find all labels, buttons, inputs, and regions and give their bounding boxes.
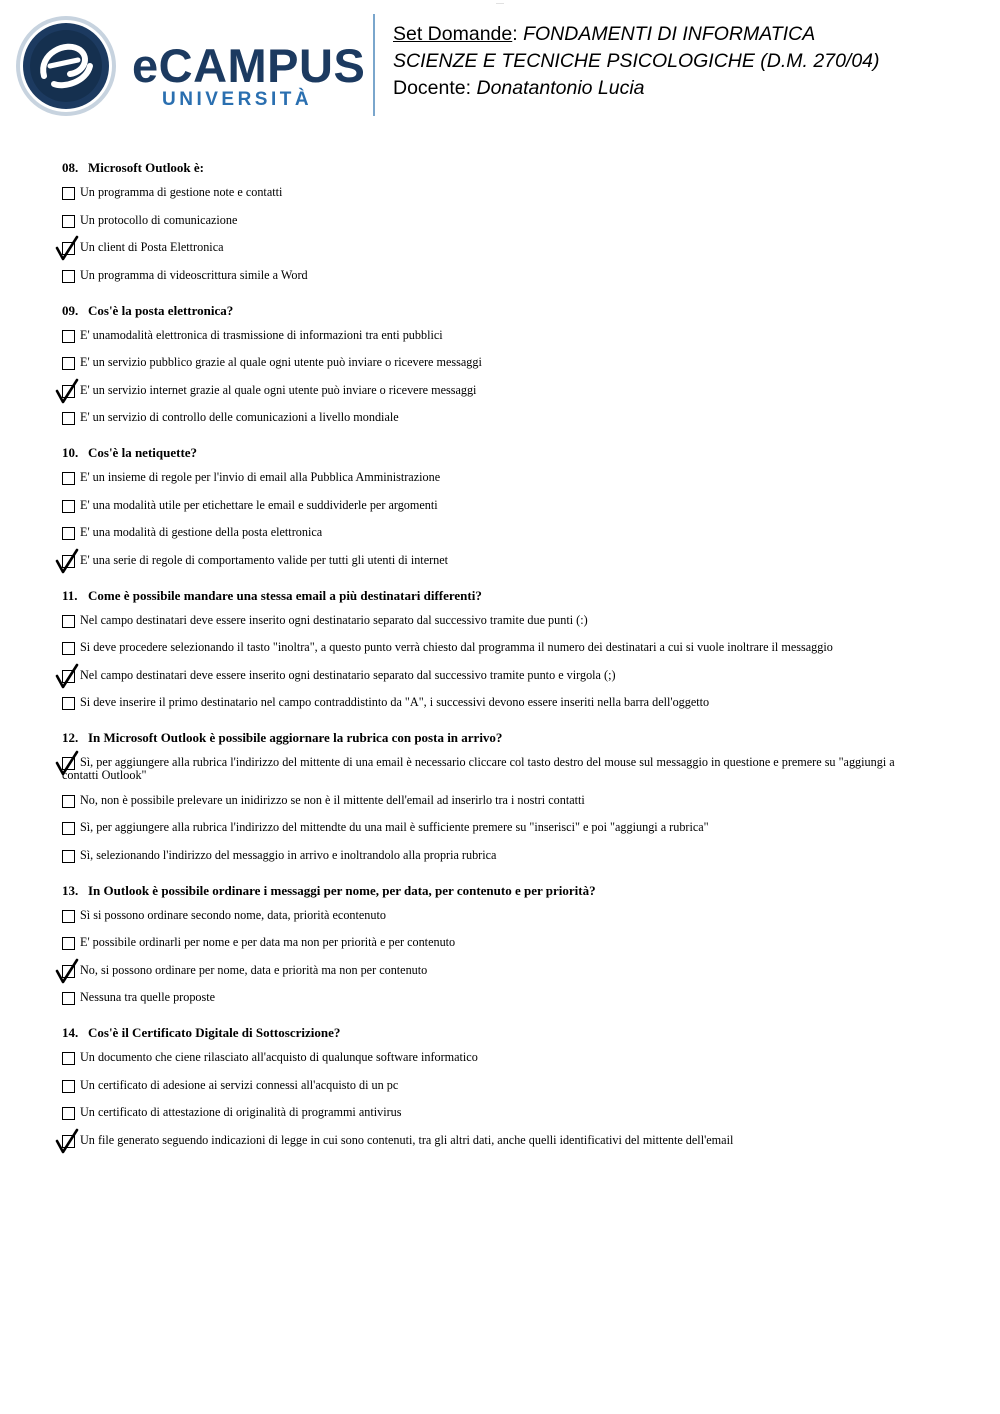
answer-option[interactable] [62,356,932,372]
checkbox[interactable] [62,472,75,485]
question-number: 08. [62,160,79,175]
answer-text: Un programma di videoscrittura simile a Word [80,267,308,282]
answer-option[interactable] [62,384,932,400]
answer-text: E' unamodalità elettronica di trasmissione di informazioni tra enti pubblici [80,327,443,342]
question-12 [62,730,932,865]
brand-name: eCAMPUS [132,39,366,92]
question-text: Come è possibile mandare una stessa email a più destinatari differenti? [88,587,482,603]
checkmark-icon [54,750,80,776]
answer-text: Nel campo destinatari deve essere inserito ogni destinatario separato dal successivo tramite punto e virgola (;) [80,667,616,682]
answer-option[interactable] [62,794,932,810]
checkbox[interactable] [62,697,75,710]
answer-text: E' un servizio pubblico grazie al quale ogni utente può inviare o ricevere messaggi [80,355,482,369]
checkmark-icon [54,663,80,689]
teacher-name: Donatantonio Lucia [476,77,645,99]
answer-text: Sì, per aggiungere alla rubrica l'indirizzo del mittente di una email è necessario cliccare col tasto destro del mouse sul messaggio in questione e premere su "aggiungi a contatti Outlook" [62,755,895,782]
answer-option[interactable] [62,214,932,230]
question-text: Cos'è la posta elettronica? [88,302,234,318]
answer-text: Un client di Posta Elettronica [80,240,224,254]
university-seal-icon [14,14,118,118]
answer-option[interactable] [62,1106,932,1122]
question-number: 11. [62,587,78,603]
question-title [62,303,932,319]
answer-text: Un documento che ciene rilasciato all'acquisto di qualunque software informatico [80,1050,478,1064]
answer-option[interactable] [62,849,932,865]
answer-option[interactable] [62,821,932,837]
question-text: Cos'è la netiquette? [88,445,198,460]
question-11 [62,588,932,713]
document-header [393,21,880,102]
answer-option[interactable] [62,964,932,980]
question-title [62,1025,932,1041]
checkbox[interactable] [62,215,75,228]
question-list [62,160,932,1168]
answer-option[interactable] [62,909,932,925]
checkbox[interactable] [62,642,75,655]
answer-text: No, si possono ordinare per nome, data e priorità ma non per contenuto [80,962,428,977]
checkbox[interactable] [62,910,75,923]
checked-checkbox[interactable] [62,1135,75,1148]
checkbox[interactable] [62,187,75,200]
answer-option[interactable] [62,186,932,202]
answer-text: Un programma di gestione note e contatti [80,185,283,199]
question-09 [62,303,932,428]
question-10 [62,445,932,570]
answer-text: No, non è possibile prelevare un inidirizzo se non è il mittente dell'email ad inserirlo tra i nostri contatti [80,792,585,807]
answer-option[interactable] [62,499,932,515]
answer-option[interactable] [62,669,932,685]
answer-text: E' possibile ordinarli per nome e per data ma non per priorità e per contenuto [80,935,456,949]
checkbox[interactable] [62,500,75,513]
answer-option[interactable] [62,329,932,345]
answer-option[interactable] [62,696,932,712]
answer-option[interactable] [62,936,932,952]
answer-text: E' un servizio internet grazie al quale ogni utente può inviare o ricevere messaggi [80,382,477,397]
question-title [62,160,932,176]
ecampus-logo [14,14,364,118]
question-text: Cos'è il Certificato Digitale di Sottoscrizione? [88,1025,341,1040]
course-name: FONDAMENTI DI INFORMATICA [523,23,816,45]
answer-option[interactable] [62,756,932,782]
question-text: Microsoft Outlook è: [88,160,205,175]
checkbox[interactable] [62,1107,75,1120]
checkbox[interactable] [62,1080,75,1093]
question-title [62,730,932,746]
header-line-course: Set Domande: FONDAMENTI DI INFORMATICA [393,23,816,45]
checkbox[interactable] [62,615,75,628]
checked-checkbox[interactable] [62,670,75,683]
answer-text: Un certificato di attestazione di originalità di programmi antivirus [80,1105,402,1119]
answer-option[interactable] [62,526,932,542]
question-number: 09. [62,302,79,318]
question-number: 10. [62,445,79,460]
checked-checkbox[interactable] [62,965,75,978]
question-title [62,883,932,899]
checkbox[interactable] [62,412,75,425]
question-08 [62,160,932,285]
answer-option[interactable] [62,269,932,285]
header-line-teacher [393,75,880,102]
checked-checkbox[interactable] [62,385,75,398]
question-14 [62,1025,932,1150]
answer-text: E' un servizio di controllo delle comunicazioni a livello mondiale [80,410,399,424]
answer-text: Nessuna tra quelle proposte [80,990,216,1004]
answer-option[interactable] [62,241,932,257]
question-title [62,588,932,604]
answer-text: E' un insieme di regole per l'invio di email alla Pubblica Amministrazione [80,470,441,484]
answer-option[interactable] [62,1051,932,1067]
checkmark-icon [54,378,80,404]
program-name: SCIENZE E TECNICHE PSICOLOGICHE (D.M. 270/04) [393,50,880,72]
brand-subtitle: UNIVERSITÀ [162,89,313,110]
set-label: Set Domande [393,23,513,45]
checkbox[interactable] [62,330,75,343]
checkbox[interactable] [62,822,75,835]
checkbox[interactable] [62,270,75,283]
answer-option[interactable] [62,991,932,1007]
question-number: 13. [62,882,79,898]
answer-text: Sì, selezionando l'indirizzo del messaggio in arrivo e inoltrandolo alla propria rubrica [80,847,497,862]
answer-text: Si deve procedere selezionando il tasto "inoltra", a questo punto verrà chiesto dal programma il numero dei destinatari a cui si vuole inoltrare il messaggio [80,640,833,654]
answer-text: Si deve inserire il primo destinatario nel campo contraddistinto da "A", i successivi devono essere inseriti nella barra dell'oggetto [80,695,710,709]
answer-option[interactable] [62,1079,932,1095]
checkbox[interactable] [62,992,75,1005]
checkbox[interactable] [62,795,75,808]
checkbox[interactable] [62,937,75,950]
checkbox[interactable] [62,850,75,863]
answer-option[interactable] [62,471,932,487]
page-marker: —— [496,0,504,5]
answer-option[interactable] [62,641,932,657]
checked-checkbox[interactable] [62,242,75,255]
checkmark-icon [54,958,80,984]
answer-text: Sì, per aggiungere alla rubrica l'indirizzo del mittendte du una mail è sufficiente premere su "inserisci" e poi "aggiungi a rubrica" [80,820,709,834]
answer-text: E' una modalità di gestione della posta elettronica [80,525,323,539]
checkmark-icon [54,1128,80,1154]
question-13 [62,883,932,1008]
checkbox[interactable] [62,527,75,540]
answer-text: Nel campo destinatari deve essere inserito ogni destinatario separato dal successivo tramite due punti (:) [80,612,588,627]
answer-text: E' una serie di regole di comportamento valide per tutti gli utenti di internet [80,552,449,567]
checked-checkbox[interactable] [62,555,75,568]
checkmark-icon [54,235,80,261]
checkmark-icon [54,548,80,574]
checked-checkbox[interactable] [62,757,75,770]
answer-option[interactable] [62,554,932,570]
question-number: 14. [62,1025,79,1040]
question-text: In Microsoft Outlook è possibile aggiornare la rubrica con posta in arrivo? [88,730,503,745]
answer-option[interactable] [62,614,932,630]
question-number: 12. [62,730,79,745]
checkbox[interactable] [62,357,75,370]
checkbox[interactable] [62,1052,75,1065]
answer-text: Un certificato di adesione ai servizi connessi all'acquisto di un pc [80,1077,399,1092]
teacher-label: Docente: [393,77,472,99]
header-divider [373,14,375,116]
answer-option[interactable] [62,1134,932,1150]
header-line-program [393,48,880,75]
answer-text: E' una modalità utile per etichettare le email e suddividerle per argomenti [80,497,438,512]
answer-text: Sì si possono ordinare secondo nome, data, priorità econtenuto [80,907,386,922]
answer-text: Un protocollo di comunicazione [80,212,238,227]
answer-option[interactable] [62,411,932,427]
question-title [62,445,932,461]
answer-text: Un file generato seguendo indicazioni di legge in cui sono contenuti, tra gli altri dati, anche quelli identificativi del mittente dell'email [80,1132,734,1147]
question-text: In Outlook è possibile ordinare i messaggi per nome, per data, per contenuto e per priorità? [88,882,596,898]
